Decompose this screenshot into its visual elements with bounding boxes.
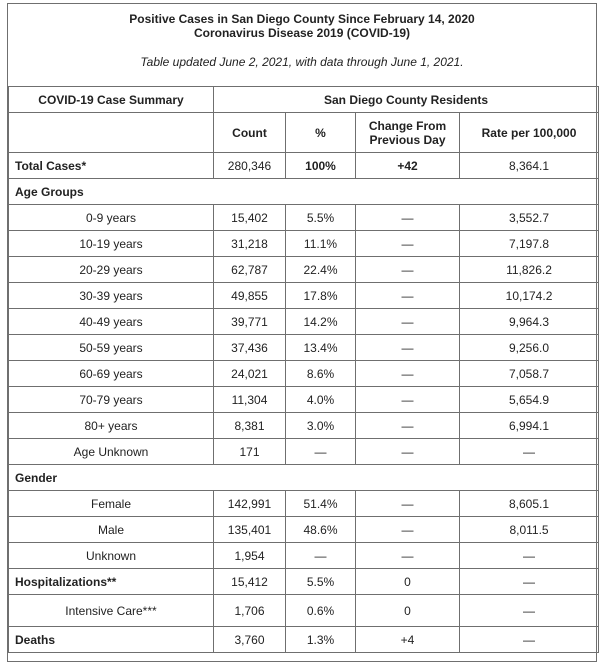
cell-count: 280,346 [214,153,286,179]
cell-count: 15,402 [214,205,286,231]
cell-pct: 100% [286,153,356,179]
table-row [9,309,599,335]
cell-rate: 5,654.9 [460,387,599,413]
table-title [8,12,596,40]
cell-change: — [356,205,460,231]
section-heading: Gender [9,465,599,491]
row-label: 80+ years [9,413,214,439]
table-row [9,517,599,543]
cell-rate: — [460,627,599,653]
cell-rate: 9,256.0 [460,335,599,361]
cell-pct: 17.8% [286,283,356,309]
row-label: Deaths [9,627,214,653]
age-section-row [9,179,599,205]
header-count: Count [214,113,286,153]
table-row [9,413,599,439]
header-pct: % [286,113,356,153]
cell-rate: 6,994.1 [460,413,599,439]
cell-rate: 10,174.2 [460,283,599,309]
row-label: 70-79 years [9,387,214,413]
cell-count: 1,706 [214,595,286,627]
row-label: Male [9,517,214,543]
cell-count: 62,787 [214,257,286,283]
cell-count: 3,760 [214,627,286,653]
cell-pct: 4.0% [286,387,356,413]
row-label: 20-29 years [9,257,214,283]
case-summary-table [8,86,599,653]
cell-rate: — [460,439,599,465]
cell-rate: 9,964.3 [460,309,599,335]
cell-change: — [356,517,460,543]
header-summary: COVID-19 Case Summary [9,87,214,113]
cell-change: — [356,543,460,569]
table-row [9,361,599,387]
cell-change: +42 [356,153,460,179]
cell-rate: 3,552.7 [460,205,599,231]
cell-rate: 8,605.1 [460,491,599,517]
cell-change: — [356,361,460,387]
cell-change: — [356,491,460,517]
cell-pct: 11.1% [286,231,356,257]
header-row-2 [9,113,599,153]
row-label: Age Unknown [9,439,214,465]
hospitalizations-row [9,569,599,595]
cell-pct: 3.0% [286,413,356,439]
cell-count: 15,412 [214,569,286,595]
cell-rate: 7,058.7 [460,361,599,387]
table-row [9,491,599,517]
title-line-2: Coronavirus Disease 2019 (COVID-19) [193,26,411,40]
cell-pct: 22.4% [286,257,356,283]
cell-change: 0 [356,595,460,627]
cell-count: 11,304 [214,387,286,413]
header-blank [9,113,214,153]
section-heading: Age Groups [9,179,599,205]
row-label: Hospitalizations** [9,569,214,595]
cell-rate: 8,364.1 [460,153,599,179]
cell-pct: 14.2% [286,309,356,335]
title-line-1: Positive Cases in San Diego County Since February 14, 2020 [129,12,475,26]
cell-count: 39,771 [214,309,286,335]
cell-count: 31,218 [214,231,286,257]
cell-pct: 8.6% [286,361,356,387]
cell-rate: — [460,569,599,595]
row-label: Female [9,491,214,517]
cell-change: — [356,257,460,283]
table-row [9,335,599,361]
cell-count: 49,855 [214,283,286,309]
cell-count: 142,991 [214,491,286,517]
cell-count: 8,381 [214,413,286,439]
cell-count: 171 [214,439,286,465]
row-label: Unknown [9,543,214,569]
cell-pct: 48.6% [286,517,356,543]
header-row-1 [9,87,599,113]
cell-count: 37,436 [214,335,286,361]
cell-change: +4 [356,627,460,653]
cell-rate: 8,011.5 [460,517,599,543]
row-label: Intensive Care*** [9,595,214,627]
gender-section-row [9,465,599,491]
row-label: 50-59 years [9,335,214,361]
cell-pct: 5.5% [286,569,356,595]
cell-rate: — [460,543,599,569]
table-row [9,231,599,257]
intensive-care-row [9,595,599,627]
cell-pct: — [286,439,356,465]
cell-pct: — [286,543,356,569]
cell-change: — [356,439,460,465]
cell-change: — [356,309,460,335]
cell-pct: 1.3% [286,627,356,653]
cell-change: — [356,413,460,439]
row-label: Total Cases* [9,153,214,179]
cell-rate: — [460,595,599,627]
row-label: 10-19 years [9,231,214,257]
table-row [9,283,599,309]
row-label: 0-9 years [9,205,214,231]
cell-rate: 7,197.8 [460,231,599,257]
cell-change: — [356,283,460,309]
cell-count: 1,954 [214,543,286,569]
table-row [9,439,599,465]
cell-pct: 51.4% [286,491,356,517]
table-subtitle: Table updated June 2, 2021, with data through June 1, 2021. [140,55,464,69]
row-label: 60-69 years [9,361,214,387]
cell-count: 24,021 [214,361,286,387]
table-row [9,387,599,413]
cell-change: — [356,387,460,413]
cell-count: 135,401 [214,517,286,543]
cell-change: — [356,231,460,257]
table-frame [7,3,597,662]
cell-pct: 0.6% [286,595,356,627]
row-label: 40-49 years [9,309,214,335]
cell-pct: 13.4% [286,335,356,361]
deaths-row [9,627,599,653]
table-row [9,543,599,569]
cell-pct: 5.5% [286,205,356,231]
table-row [9,257,599,283]
total-row [9,153,599,179]
header-residents: San Diego County Residents [214,87,599,113]
cell-rate: 11,826.2 [460,257,599,283]
header-change: Change From Previous Day [356,113,460,153]
cell-change: — [356,335,460,361]
row-label: 30-39 years [9,283,214,309]
cell-change: 0 [356,569,460,595]
table-row [9,205,599,231]
header-rate: Rate per 100,000 [460,113,599,153]
